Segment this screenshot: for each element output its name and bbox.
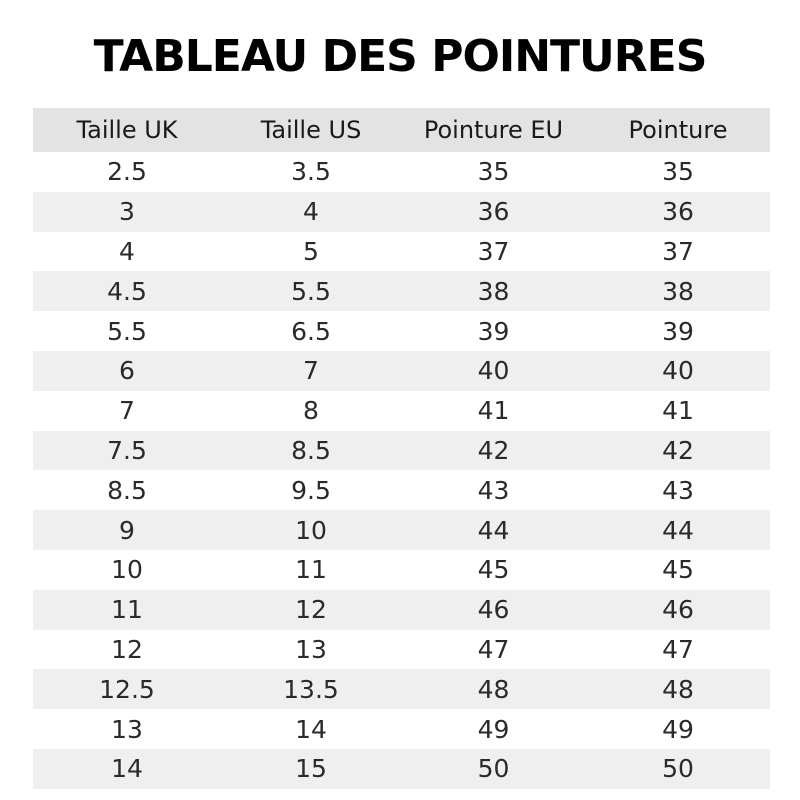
cell-uk: 6 — [33, 351, 221, 391]
cell-eu: 46 — [401, 590, 586, 630]
column-header-us: Taille US — [221, 108, 401, 152]
table-row — [33, 749, 770, 789]
size-table — [33, 108, 770, 789]
table-row — [33, 192, 770, 232]
table-row — [33, 590, 770, 630]
cell-pointure: 41 — [662, 396, 694, 426]
column-header-eu: Pointure EU — [401, 108, 586, 152]
page-title: TABLEAU DES POINTURES — [93, 31, 707, 82]
table-body — [33, 152, 770, 789]
cell-eu: 37 — [477, 236, 510, 266]
cell-uk: 2.5 — [107, 157, 147, 187]
cell-pointure: 46 — [586, 590, 770, 630]
cell-uk: 3 — [33, 192, 221, 232]
table-row — [33, 630, 770, 670]
cell-us: 4 — [221, 192, 401, 232]
cell-uk: 12.5 — [33, 669, 221, 709]
cell-pointure: 36 — [586, 192, 770, 232]
cell-uk: 7 — [119, 396, 135, 426]
cell-us: 3.5 — [291, 157, 331, 187]
cell-us: 10 — [221, 510, 401, 550]
cell-pointure: 35 — [662, 157, 694, 187]
cell-eu: 38 — [401, 271, 586, 311]
cell-us: 15 — [221, 749, 401, 789]
table-row — [33, 391, 770, 431]
cell-pointure: 50 — [586, 749, 770, 789]
column-header-pointure: Pointure — [586, 108, 770, 152]
cell-pointure: 48 — [586, 669, 770, 709]
cell-eu: 42 — [401, 431, 586, 471]
cell-us: 8.5 — [221, 431, 401, 471]
cell-pointure: 44 — [586, 510, 770, 550]
table-row — [33, 709, 770, 749]
cell-pointure: 39 — [662, 316, 694, 346]
table-row — [33, 152, 770, 192]
cell-us: 5.5 — [221, 271, 401, 311]
table-row — [33, 311, 770, 351]
cell-pointure: 42 — [586, 431, 770, 471]
cell-us: 6.5 — [291, 316, 331, 346]
cell-eu: 35 — [477, 157, 510, 187]
cell-eu: 45 — [477, 555, 510, 585]
cell-eu: 50 — [401, 749, 586, 789]
cell-uk: 7.5 — [33, 431, 221, 471]
cell-us: 5 — [303, 236, 319, 266]
table-row — [33, 431, 770, 471]
cell-eu: 44 — [401, 510, 586, 550]
cell-us: 13 — [295, 634, 327, 664]
table-row — [33, 470, 770, 510]
cell-uk: 5.5 — [107, 316, 147, 346]
cell-pointure: 37 — [662, 236, 694, 266]
table-header — [33, 108, 770, 152]
cell-us: 11 — [295, 555, 327, 585]
table-row — [33, 550, 770, 590]
cell-eu: 49 — [477, 714, 510, 744]
cell-uk: 13 — [111, 714, 143, 744]
cell-pointure: 49 — [662, 714, 694, 744]
column-header-uk: Taille UK — [33, 108, 221, 152]
cell-uk: 4 — [119, 236, 135, 266]
cell-eu: 41 — [477, 396, 510, 426]
table-row — [33, 232, 770, 272]
cell-uk: 12 — [111, 634, 143, 664]
table-row — [33, 271, 770, 311]
cell-us: 12 — [221, 590, 401, 630]
cell-us: 7 — [221, 351, 401, 391]
cell-eu: 40 — [401, 351, 586, 391]
cell-uk: 10 — [111, 555, 143, 585]
cell-pointure: 47 — [662, 634, 694, 664]
cell-eu: 43 — [477, 475, 510, 505]
cell-us: 14 — [295, 714, 327, 744]
cell-uk: 4.5 — [33, 271, 221, 311]
cell-eu: 36 — [401, 192, 586, 232]
cell-us: 8 — [303, 396, 319, 426]
cell-uk: 8.5 — [107, 475, 147, 505]
cell-pointure: 40 — [586, 351, 770, 391]
header-row — [33, 108, 770, 152]
cell-eu: 48 — [401, 669, 586, 709]
table-row — [33, 669, 770, 709]
cell-uk: 11 — [33, 590, 221, 630]
table-row — [33, 510, 770, 550]
cell-us: 9.5 — [291, 475, 331, 505]
cell-eu: 47 — [477, 634, 510, 664]
cell-us: 13.5 — [221, 669, 401, 709]
cell-pointure: 38 — [586, 271, 770, 311]
table-row — [33, 351, 770, 391]
cell-pointure: 43 — [662, 475, 694, 505]
cell-uk: 9 — [33, 510, 221, 550]
cell-uk: 14 — [33, 749, 221, 789]
cell-pointure: 45 — [662, 555, 694, 585]
cell-eu: 39 — [477, 316, 510, 346]
